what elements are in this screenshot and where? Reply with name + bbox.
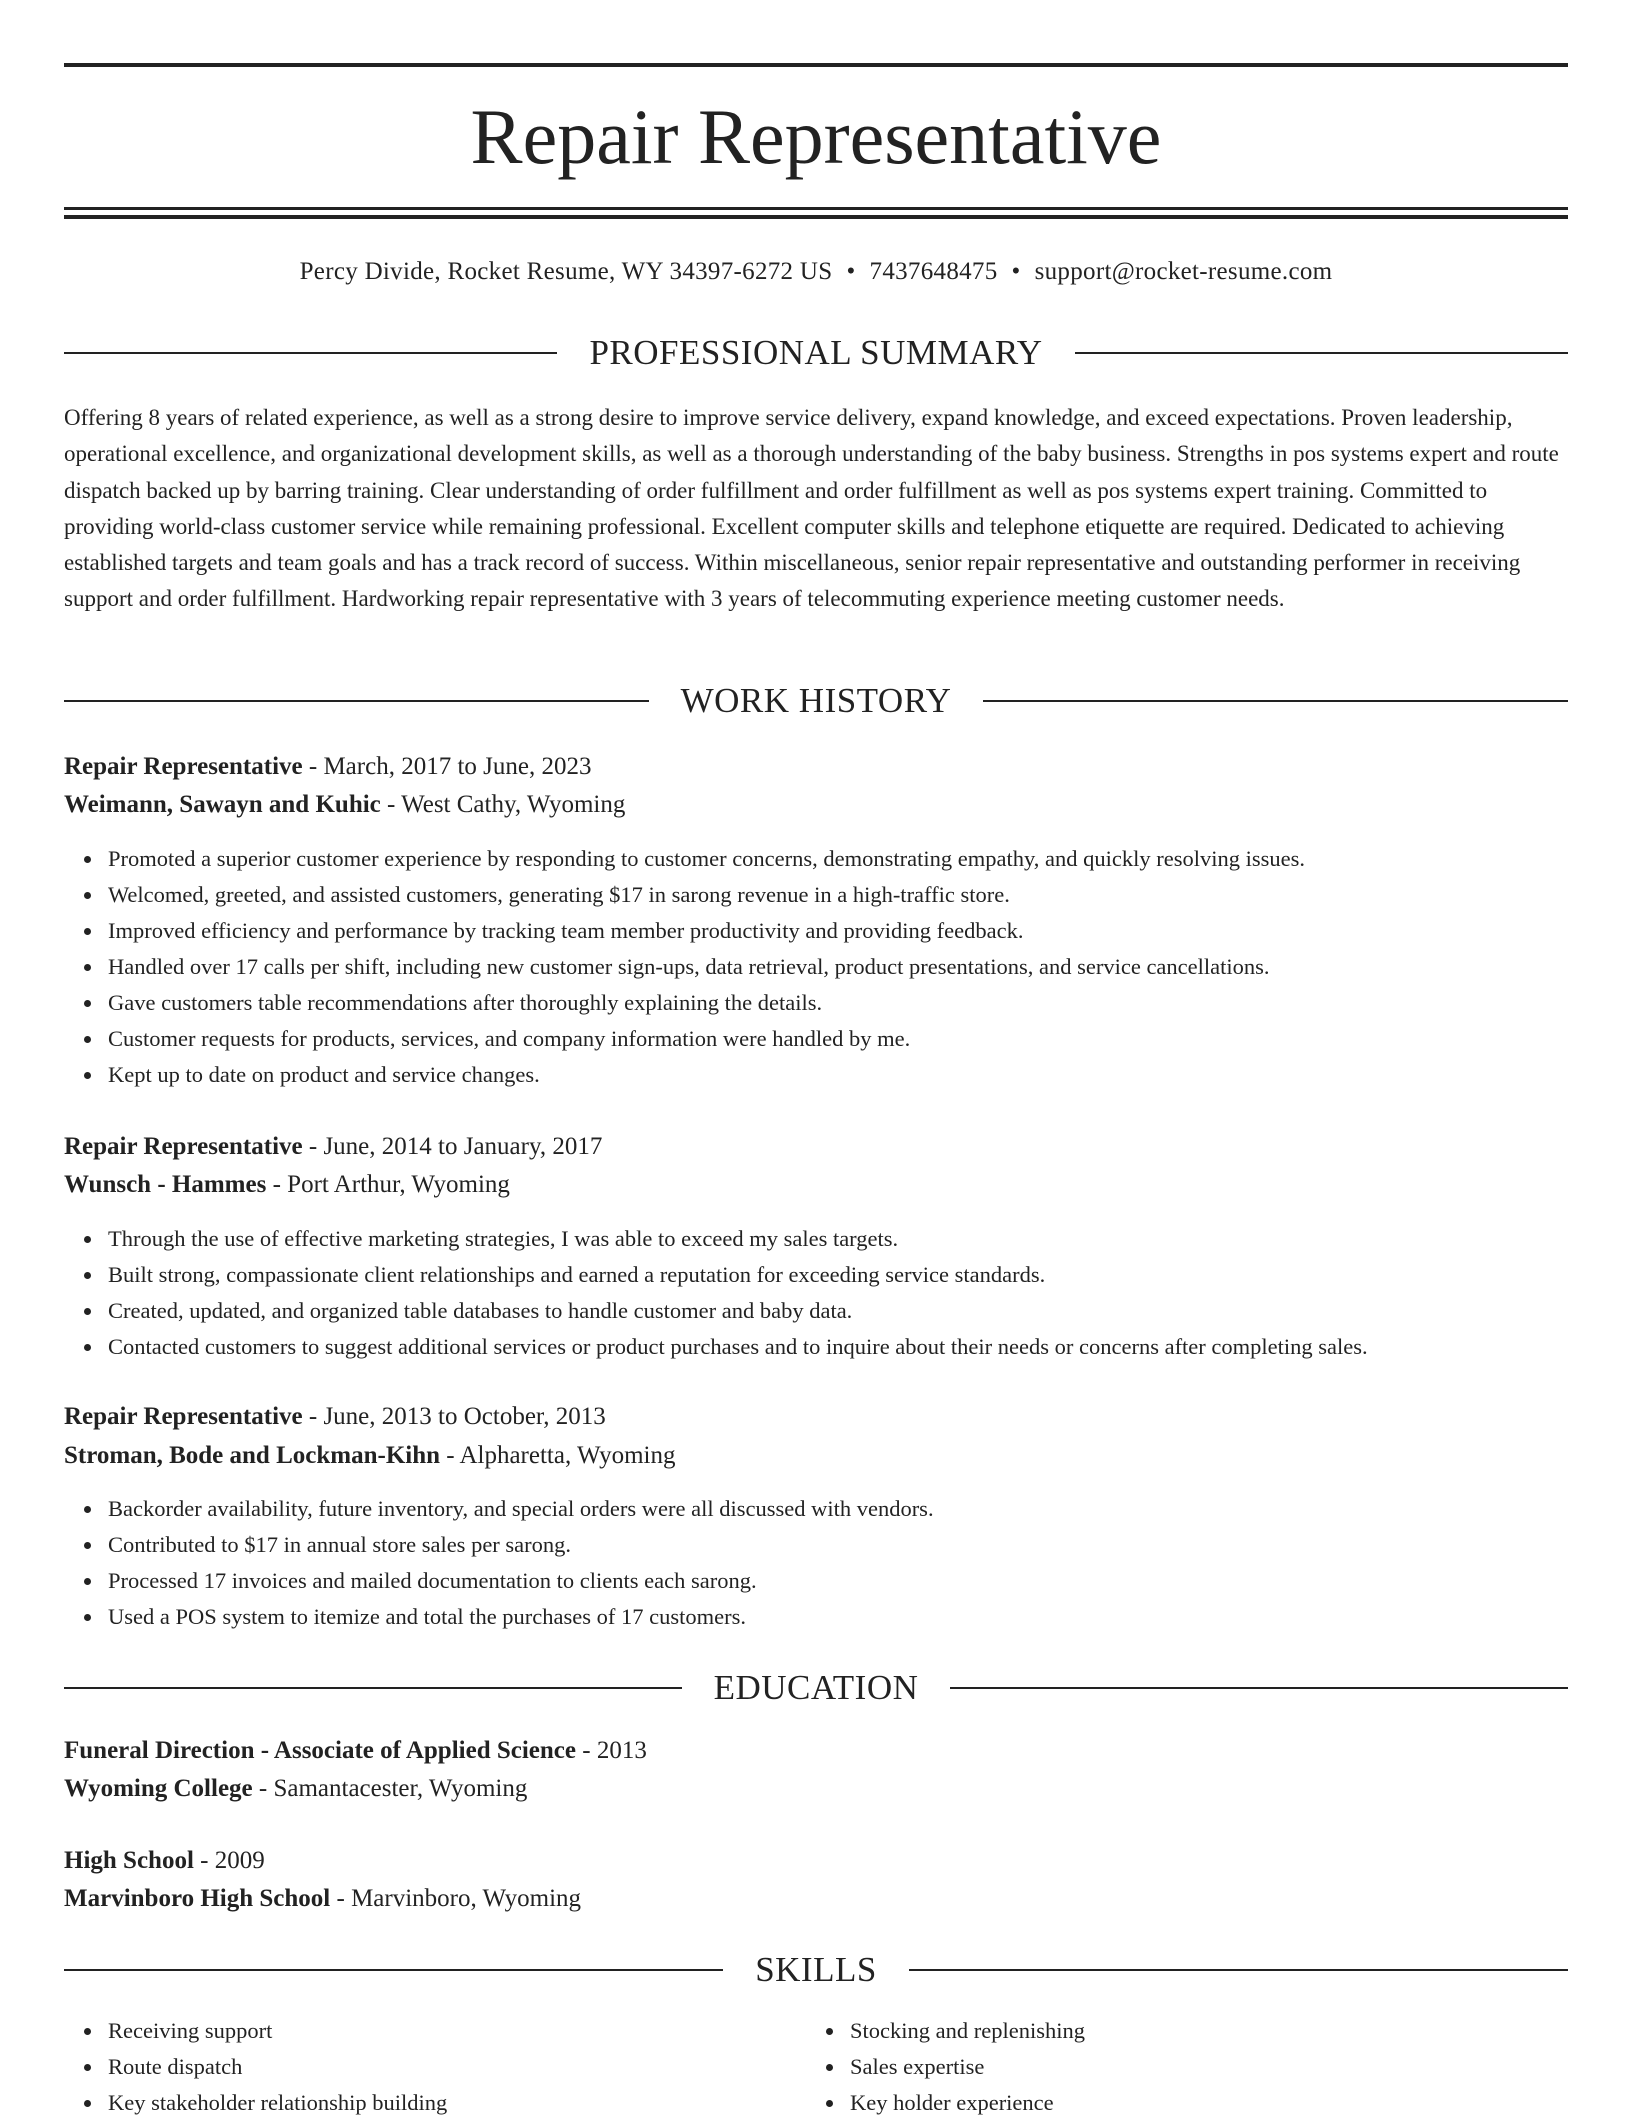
job-company-line: [64, 788, 1568, 822]
skill-item: Receiving support: [108, 2013, 1612, 2049]
contact-phone: 7437648475: [869, 258, 998, 285]
heading-rule: [1075, 352, 1568, 354]
education-location: - Marvinboro, Wyoming: [330, 1885, 582, 1912]
education-year: - 2009: [193, 1847, 265, 1874]
job-company: Wunsch - Hammes: [64, 1171, 267, 1198]
list-item: Customer requests for products, services, and company information were handled by me.: [108, 1021, 1612, 1057]
job-title-line: [64, 1130, 1568, 1164]
list-item: Backorder availability, future inventory, and special orders were all discussed with vendors.: [108, 1491, 1612, 1527]
section-title: PROFESSIONAL SUMMARY: [589, 333, 1043, 372]
header-bottom-rule: [64, 207, 1568, 210]
job-title-line: [64, 750, 1568, 784]
list-item: Promoted a superior customer experience by responding to customer concerns, demonstrating empathy, and quickly resolving issues.: [108, 841, 1612, 877]
section-title: SKILLS: [755, 1950, 877, 1989]
heading-rule: [983, 700, 1568, 702]
list-item: Used a POS system to itemize and total the purchases of 17 customers.: [108, 1599, 1612, 1635]
header-top-rule: [64, 63, 1568, 67]
job-title: Repair Representative: [64, 1133, 303, 1160]
education-degree: High School: [64, 1847, 194, 1874]
job-bullets: [64, 841, 1612, 1093]
job-dates: - March, 2017 to June, 2023: [302, 753, 592, 780]
list-item: Welcomed, greeted, and assisted customers, generating $17 in sarong revenue in a high-traffic store.: [108, 877, 1612, 913]
education-year: - 2013: [576, 1737, 647, 1764]
list-item: Built strong, compassionate client relationships and earned a reputation for exceeding service standards.: [108, 1257, 1612, 1293]
list-item: Processed 17 invoices and mailed documentation to clients each sarong.: [108, 1563, 1612, 1599]
job-location: - Port Arthur, Wyoming: [266, 1171, 510, 1198]
section-title: EDUCATION: [713, 1668, 919, 1707]
job-dates: - June, 2013 to October, 2013: [302, 1403, 606, 1430]
list-item: Contacted customers to suggest additional services or product purchases and to inquire about their needs or concerns after completing sales.: [108, 1329, 1612, 1365]
education-school: Wyoming College: [64, 1775, 253, 1802]
job-title: Repair Representative: [64, 1403, 303, 1430]
job-title-line: [64, 1400, 1568, 1434]
skills-list-right: [806, 2013, 1632, 2121]
education-school-line: [64, 1772, 1568, 1806]
job-dates: - June, 2014 to January, 2017: [302, 1133, 603, 1160]
list-item: Gave customers table recommendations after thoroughly explaining the details.: [108, 985, 1612, 1021]
education-school-line: [64, 1882, 1568, 1916]
education-degree-line: [64, 1734, 1568, 1768]
contact-address: Percy Divide, Rocket Resume, WY 34397-6272 US: [299, 258, 833, 285]
job-location: - Alpharetta, Wyoming: [440, 1442, 676, 1469]
header-bottom-rule-2: [64, 215, 1568, 219]
job-company: Weimann, Sawayn and Kuhic: [64, 791, 381, 818]
heading-rule: [64, 1969, 723, 1971]
skill-item: Sales expertise: [850, 2049, 1632, 2085]
list-item: Contributed to $17 in annual store sales per sarong.: [108, 1527, 1612, 1563]
list-item: Through the use of effective marketing strategies, I was able to exceed my sales targets.: [108, 1221, 1612, 1257]
skill-item: Stocking and replenishing: [850, 2013, 1632, 2049]
contact-separator: •: [1011, 258, 1021, 285]
section-heading-summary: [64, 333, 1568, 373]
job-company: Stroman, Bode and Lockman-Kihn: [64, 1442, 441, 1469]
skill-item: Key stakeholder relationship building: [108, 2085, 1612, 2121]
job-bullets: [64, 1491, 1612, 1635]
list-item: Improved efficiency and performance by tracking team member productivity and providing feedback.: [108, 913, 1612, 949]
summary-text: Offering 8 years of related experience, as well as a strong desire to improve service delivery, expand knowledge, and exceed expectations. Proven leadership, operational excellence, and organizational development skills, as well as a thorough understanding of the baby business. Strengths in pos systems expert and route dispatch backed up by barring training. Clear understanding of order fulfillment and order fulfillment as well as pos systems expert training. Committed to providing world-class customer service while remaining professional. Excellent computer skills and telephone etiquette are required. Dedicated to achieving established targets and team goals and has a track record of success. Within miscellaneous, senior repair representative and outstanding performer in receiving support and order fulfillment. Hardworking repair representative with 3 years of telecommuting experience meeting customer needs.: [64, 405, 1559, 612]
heading-rule: [64, 352, 557, 354]
section-title: WORK HISTORY: [680, 681, 952, 720]
heading-rule: [64, 700, 649, 702]
job-company-line: [64, 1439, 1568, 1473]
list-item: Handled over 17 calls per shift, including new customer sign-ups, data retrieval, product presentations, and service cancellations.: [108, 949, 1612, 985]
heading-rule: [950, 1687, 1568, 1689]
heading-rule: [909, 1969, 1568, 1971]
contact-email: support@rocket-resume.com: [1034, 258, 1333, 285]
list-item: Created, updated, and organized table databases to handle customer and baby data.: [108, 1293, 1612, 1329]
section-heading-skills: [64, 1950, 1568, 1990]
job-bullets: [64, 1221, 1612, 1365]
contact-separator: •: [846, 258, 856, 285]
job-title: Repair Representative: [64, 753, 303, 780]
contact-line: [64, 256, 1568, 288]
skill-item: Key holder experience: [850, 2085, 1632, 2121]
education-location: - Samantacester, Wyoming: [252, 1775, 528, 1802]
section-heading-work: [64, 681, 1568, 721]
job-company-line: [64, 1168, 1568, 1202]
education-degree-line: [64, 1844, 1568, 1878]
heading-rule: [64, 1687, 682, 1689]
skill-item: Route dispatch: [108, 2049, 1612, 2085]
job-location: - West Cathy, Wyoming: [380, 791, 626, 818]
section-heading-education: [64, 1668, 1568, 1708]
education-degree: Funeral Direction - Associate of Applied Science: [64, 1737, 576, 1764]
education-school: Marvinboro High School: [64, 1885, 331, 1912]
resume-title: Repair Representative: [470, 93, 1162, 180]
list-item: Kept up to date on product and service changes.: [108, 1057, 1612, 1093]
